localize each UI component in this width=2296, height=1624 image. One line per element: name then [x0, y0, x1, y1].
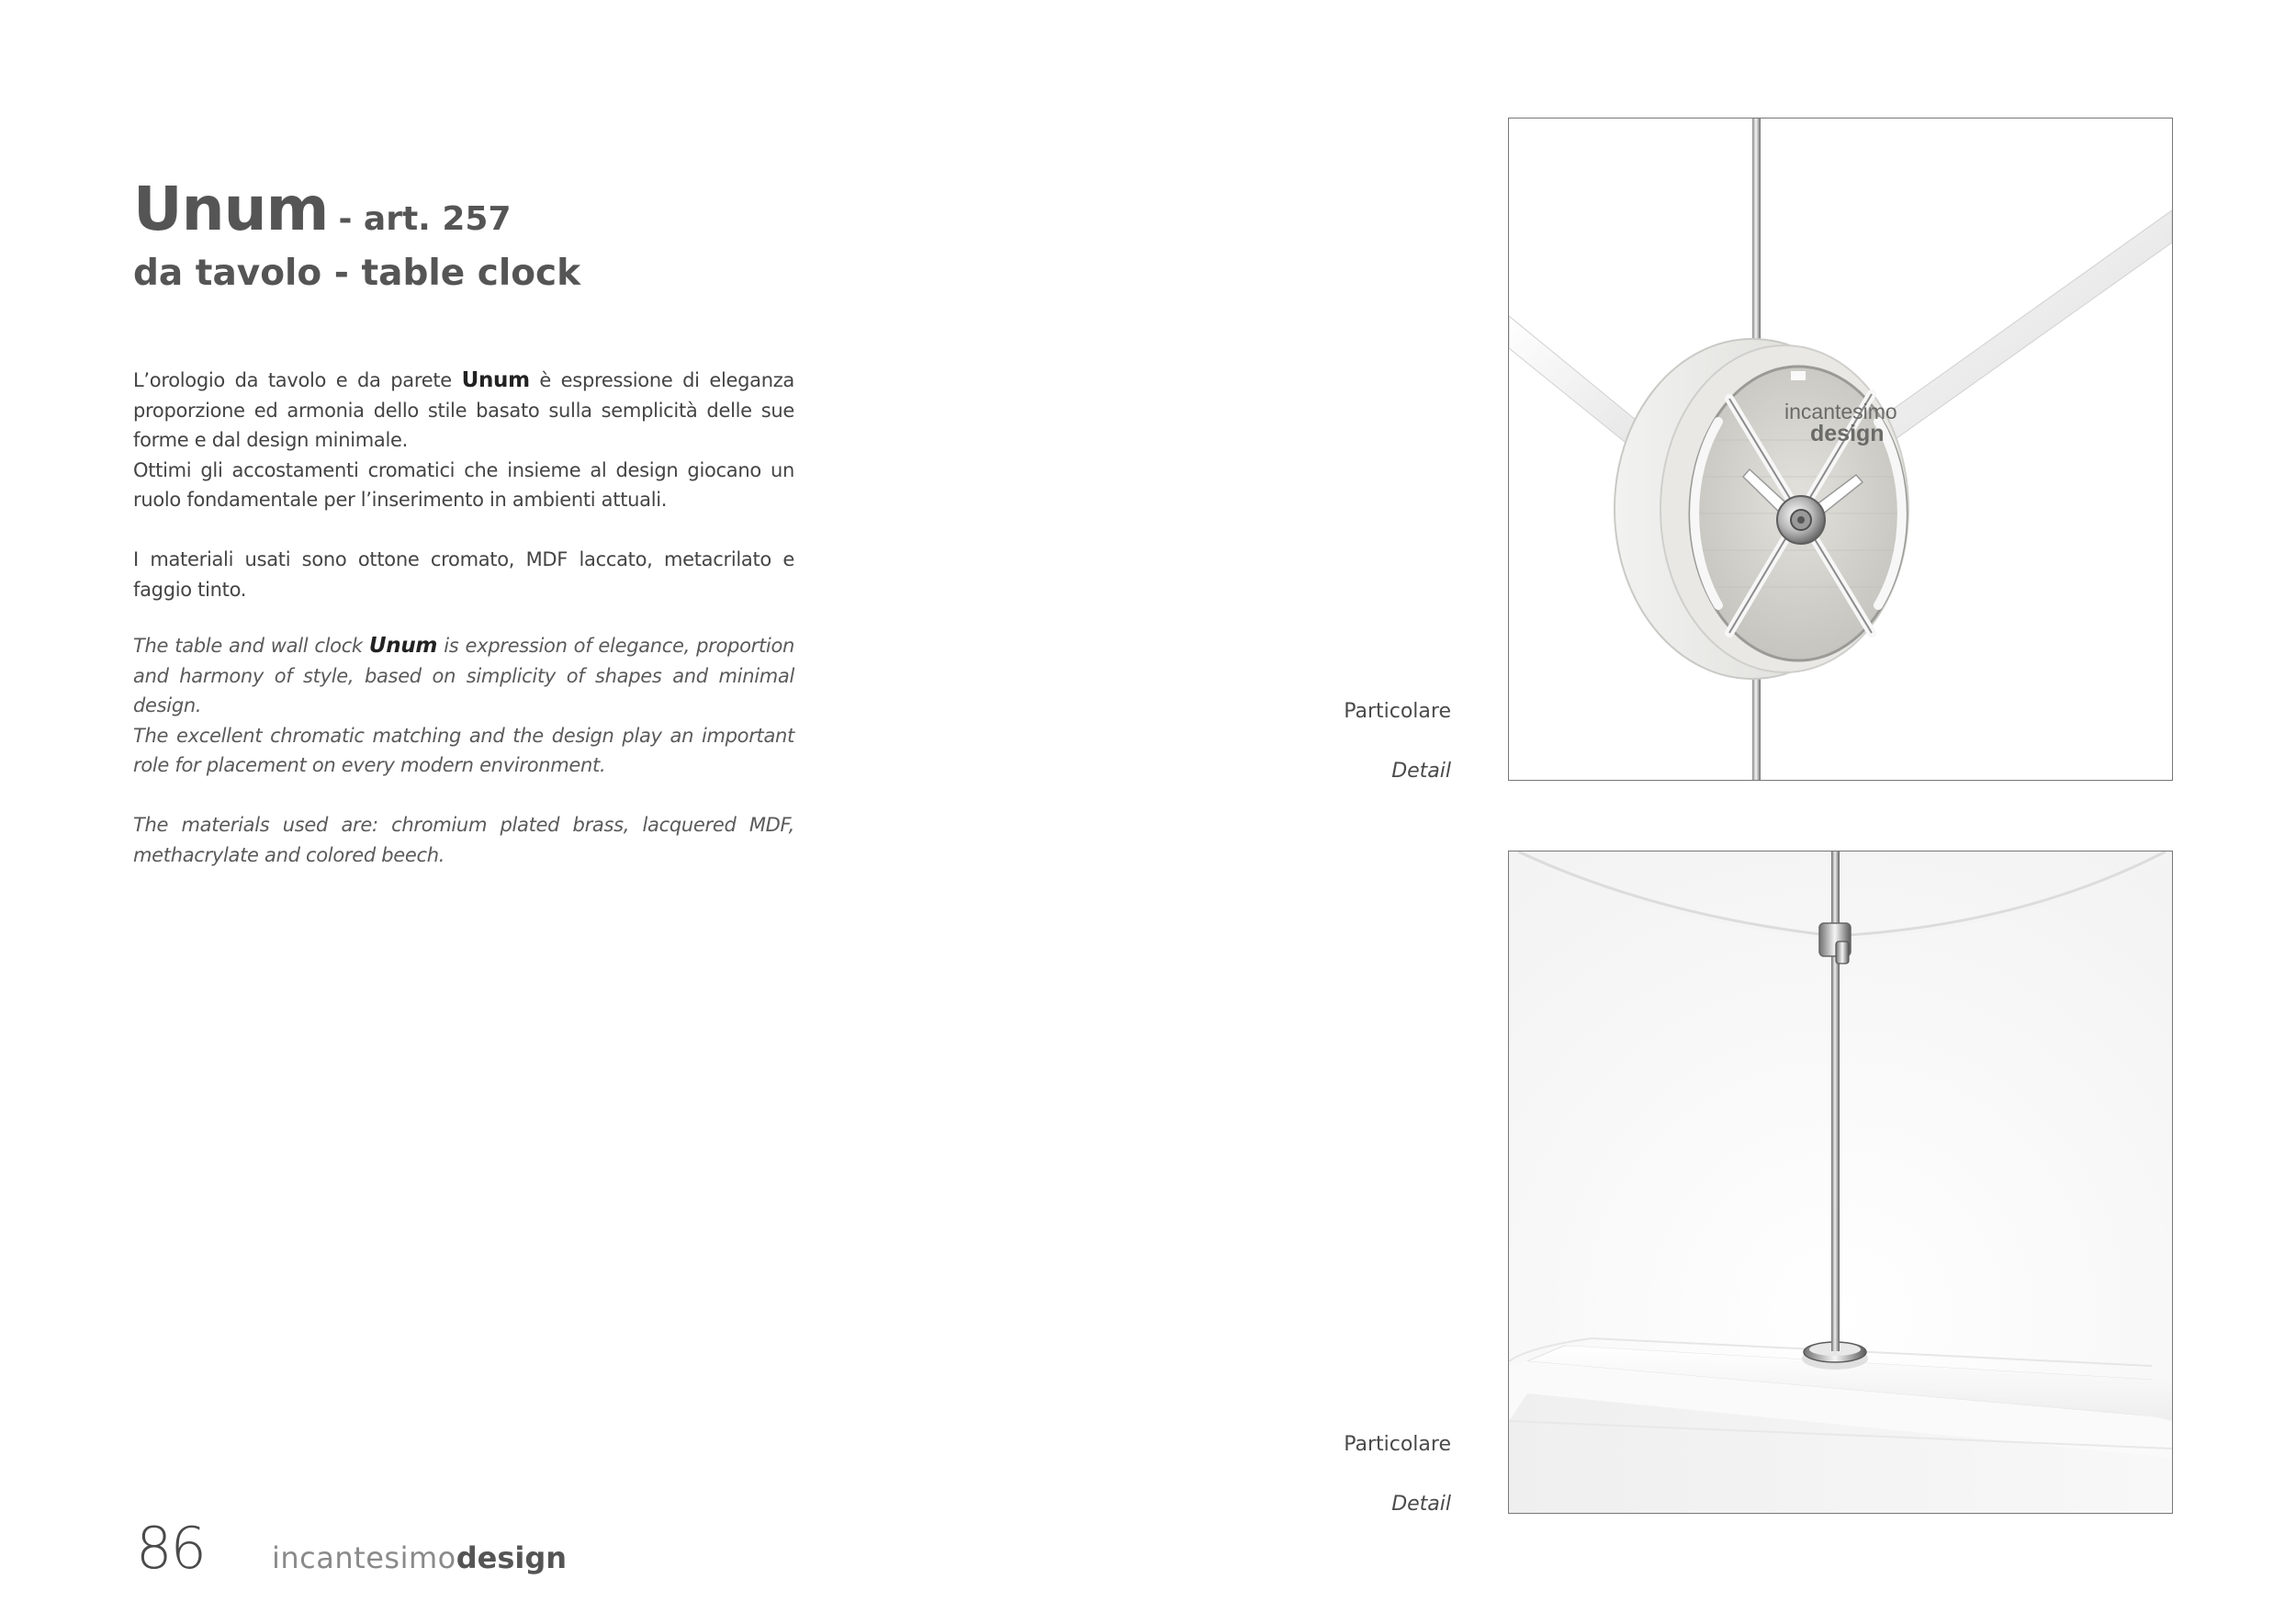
- footer-brand-bold: design: [456, 1540, 568, 1575]
- paragraph-gap: [133, 781, 794, 811]
- description-it-p1-start: L’orologio da tavolo e da parete: [133, 369, 462, 391]
- description-it-paragraph-1: [133, 366, 794, 456]
- photo-2-caption-italian: Particolare: [1344, 1433, 1451, 1456]
- description-en-paragraph-2: The excellent chromatic matching and the design play an important role for placement on every modern environment.: [133, 724, 794, 776]
- photo-1-caption-english: Detail: [1391, 760, 1451, 783]
- description-it-paragraph-3: I materiali usati sono ottone cromato, MDF laccato, metacrilato e faggio tinto.: [133, 548, 794, 601]
- description-en-p1-bold: Unum: [368, 634, 438, 658]
- page-number: 86: [136, 1515, 205, 1582]
- footer-brand: [272, 1540, 568, 1575]
- footer-brand-light: incantesimo: [272, 1540, 456, 1575]
- description-english: [133, 631, 794, 870]
- photo-2-caption-english: Detail: [1391, 1493, 1451, 1516]
- title-block: [133, 174, 581, 294]
- base-detail-illustration: [1509, 851, 2172, 1513]
- photo-base-detail: [1508, 851, 2173, 1514]
- paragraph-gap: [133, 515, 794, 546]
- description-italian: [133, 366, 794, 604]
- description-en-paragraph-1: [133, 631, 794, 721]
- dial-logo-line-1: incantesimo: [1784, 400, 1897, 423]
- product-article: - art. 257: [338, 200, 512, 238]
- description-en-p1-end: is expression of elegance, proportion and harmony of style, based on simplicity of shapes and minimal design.: [133, 635, 794, 716]
- title-line: [133, 174, 580, 244]
- description-it-p1-end: è espressione di eleganza proporzione ed armonia dello stile basato sulla semplicità delle sue forme e dal design minimale.: [133, 369, 794, 451]
- product-name: Unum: [133, 174, 329, 244]
- description-en-p1-start: The table and wall clock: [133, 635, 369, 657]
- description-it-p1-bold: Unum: [461, 368, 530, 392]
- photo-1-caption-italian: Particolare: [1344, 700, 1451, 723]
- description-it-paragraph-2: Ottimi gli accostamenti cromatici che insieme al design giocano un ruolo fondamentale per l’inserimento in ambienti attuali.: [133, 458, 794, 511]
- clock-detail-illustration: [1509, 118, 2172, 780]
- dial-logo-line-2: design: [1810, 421, 1885, 446]
- description-en-paragraph-3: The materials used are: chromium plated brass, lacquered MDF, methacrylate and colored beech.: [133, 814, 794, 866]
- product-subtitle: da tavolo - table clock: [133, 253, 581, 294]
- photo-clock-detail: [1508, 118, 2173, 781]
